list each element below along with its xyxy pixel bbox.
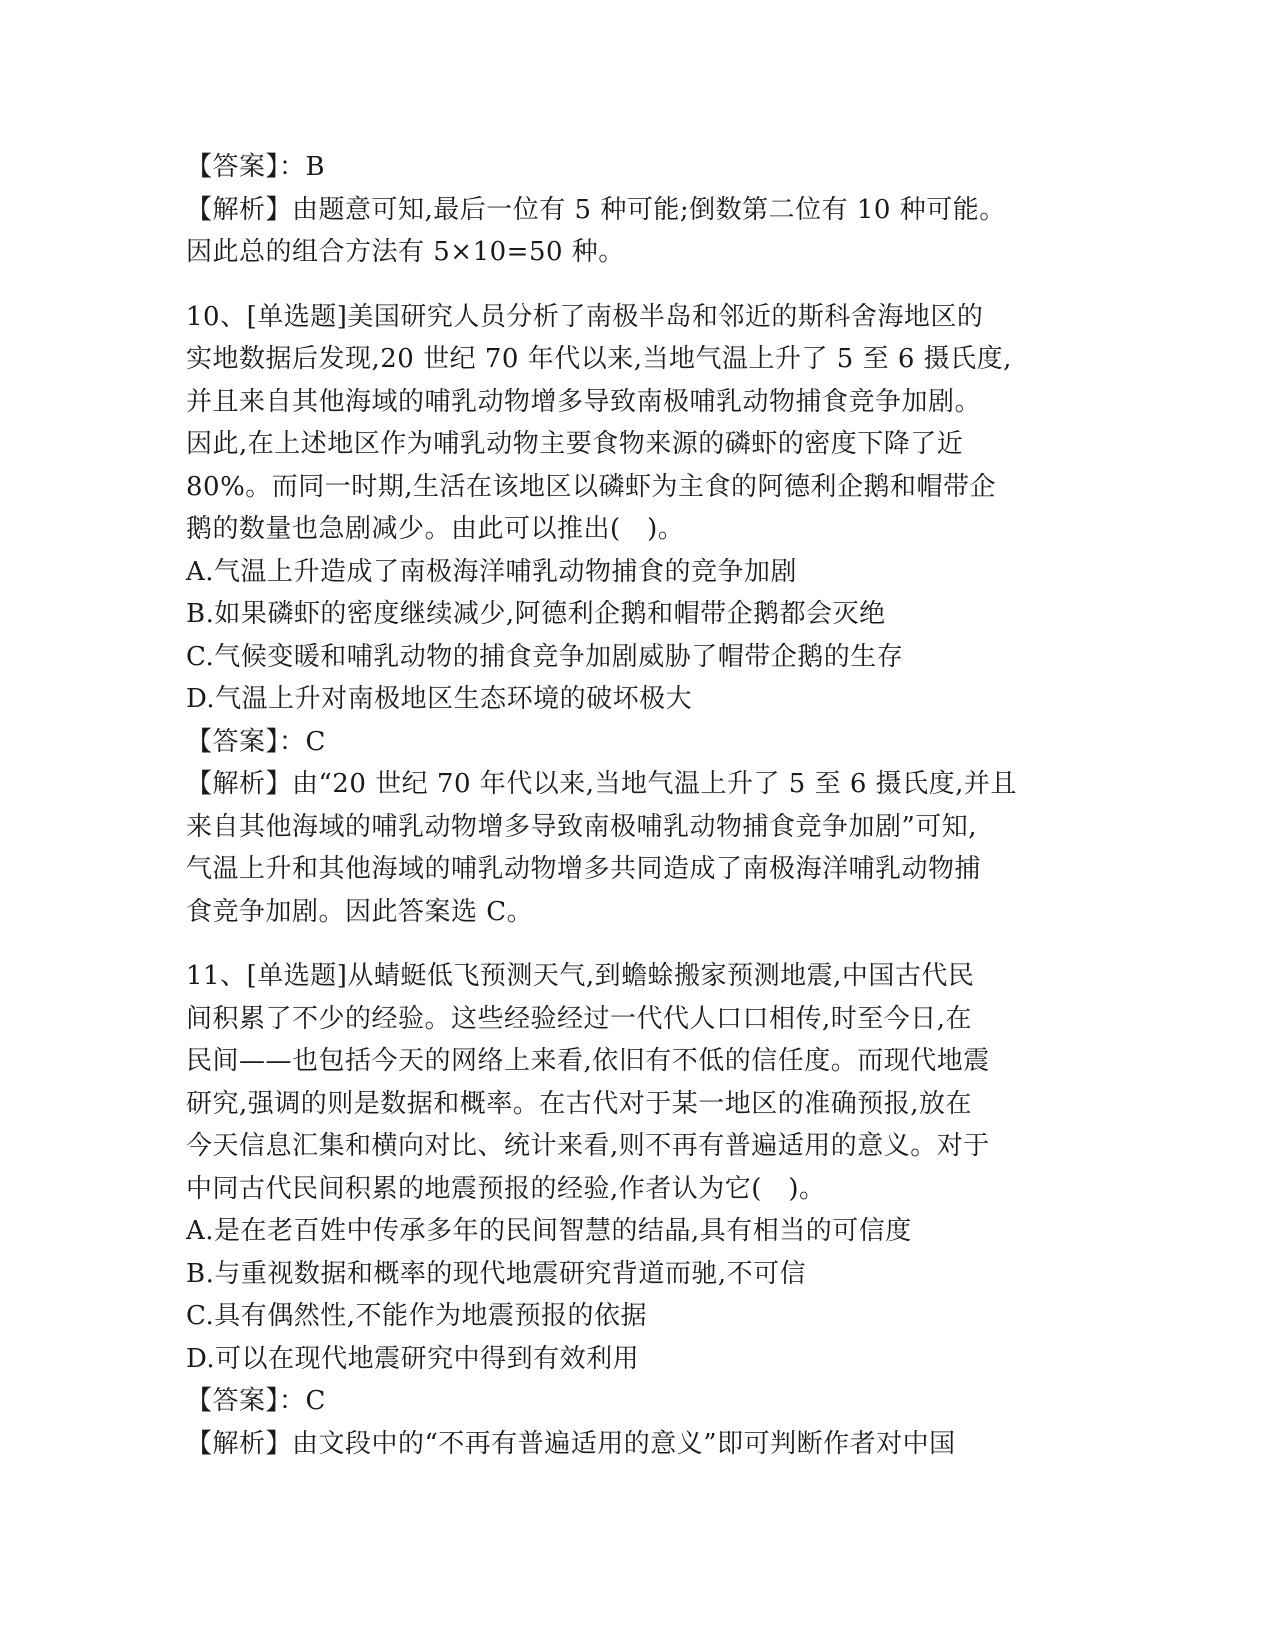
question-stem-line: 民间——也包括今天的网络上来看,依旧有不低的信任度。而现代地震 xyxy=(186,1046,990,1076)
answer-label: 【答案】：C xyxy=(186,726,326,757)
analysis-line: 来自其他海域的哺乳动物增多导致南极哺乳动物捕食竞争加剧”可知, xyxy=(186,811,978,842)
analysis-line: 气温上升和其他海域的哺乳动物增多共同造成了南极海洋哺乳动物捕 xyxy=(186,854,982,884)
spacer xyxy=(186,274,1086,296)
option-c: C.具有偶然性,不能作为地震预报的依据 xyxy=(186,1301,647,1331)
analysis-line: 食竞争加剧。因此答案选 C。 xyxy=(186,896,534,927)
analysis-line: 【解析】由“20 世纪 70 年代以来,当地气温上升了 5 至 6 摄氏度,并且 xyxy=(186,769,1017,799)
question-stem-line: 10、[单选题]美国研究人员分析了南极半岛和邻近的斯科舍海地区的 xyxy=(186,301,984,332)
answer-label: 【答案】：C xyxy=(186,1386,326,1416)
document-page xyxy=(186,146,1086,1465)
option-c: C.气候变暖和哺乳动物的捕食竞争加剧威胁了帽带企鹅的生存 xyxy=(186,641,904,672)
question-stem-line: 因此,在上述地区作为哺乳动物主要食物来源的磷虾的密度下降了近 xyxy=(186,429,964,459)
prev-question-answer-block xyxy=(186,146,1086,274)
answer-label: 【答案】：B xyxy=(186,152,326,182)
analysis-line: 【解析】由文段中的“不再有普遍适用的意义”即可判断作者对中国 xyxy=(186,1428,956,1459)
question-stem-line: 80%。而同一时期,生活在该地区以磷虾为主食的阿德利企鹅和帽带企 xyxy=(186,471,997,502)
question-stem-line: 鹅的数量也急剧减少。由此可以推出( )。 xyxy=(186,514,685,544)
question-10 xyxy=(186,296,1086,934)
question-stem-line: 今天信息汇集和横向对比、统计来看,则不再有普遍适用的意义。对于 xyxy=(186,1131,990,1161)
question-stem-line: 中同古代民间积累的地震预报的经验,作者认为它( )。 xyxy=(186,1173,826,1204)
question-stem-line: 并且来自其他海域的哺乳动物增多导致南极哺乳动物捕食竞争加剧。 xyxy=(186,386,982,417)
option-a: A.是在老百姓中传承多年的民间智慧的结晶,具有相当的可信度 xyxy=(186,1216,912,1246)
option-d: D.可以在现代地震研究中得到有效利用 xyxy=(186,1343,640,1374)
question-stem-line: 11、[单选题]从蜻蜓低飞预测天气,到蟾蜍搬家预测地震,中国古代民 xyxy=(186,961,975,991)
question-stem-line: 间积累了不少的经验。这些经验经过一代代人口口相传,时至今日,在 xyxy=(186,1003,973,1034)
question-11 xyxy=(186,955,1086,1465)
question-stem-line: 研究,强调的则是数据和概率。在古代对于某一地区的准确预报,放在 xyxy=(186,1088,973,1119)
spacer xyxy=(186,933,1086,955)
option-b: B.如果磷虾的密度继续减少,阿德利企鹅和帽带企鹅都会灭绝 xyxy=(186,599,886,629)
option-a: A.气温上升造成了南极海洋哺乳动物捕食的竞争加剧 xyxy=(186,556,798,587)
option-d: D.气温上升对南极地区生态环境的破坏极大 xyxy=(186,684,693,714)
analysis-line: 【解析】由题意可知,最后一位有 5 种可能;倒数第二位有 10 种可能。 xyxy=(186,194,1006,225)
option-b: B.与重视数据和概率的现代地震研究背道而驰,不可信 xyxy=(186,1258,807,1289)
question-stem-line: 实地数据后发现,20 世纪 70 年代以来,当地气温上升了 5 至 6 摄氏度, xyxy=(186,344,1012,374)
analysis-line: 因此总的组合方法有 5×10=50 种。 xyxy=(186,237,625,267)
